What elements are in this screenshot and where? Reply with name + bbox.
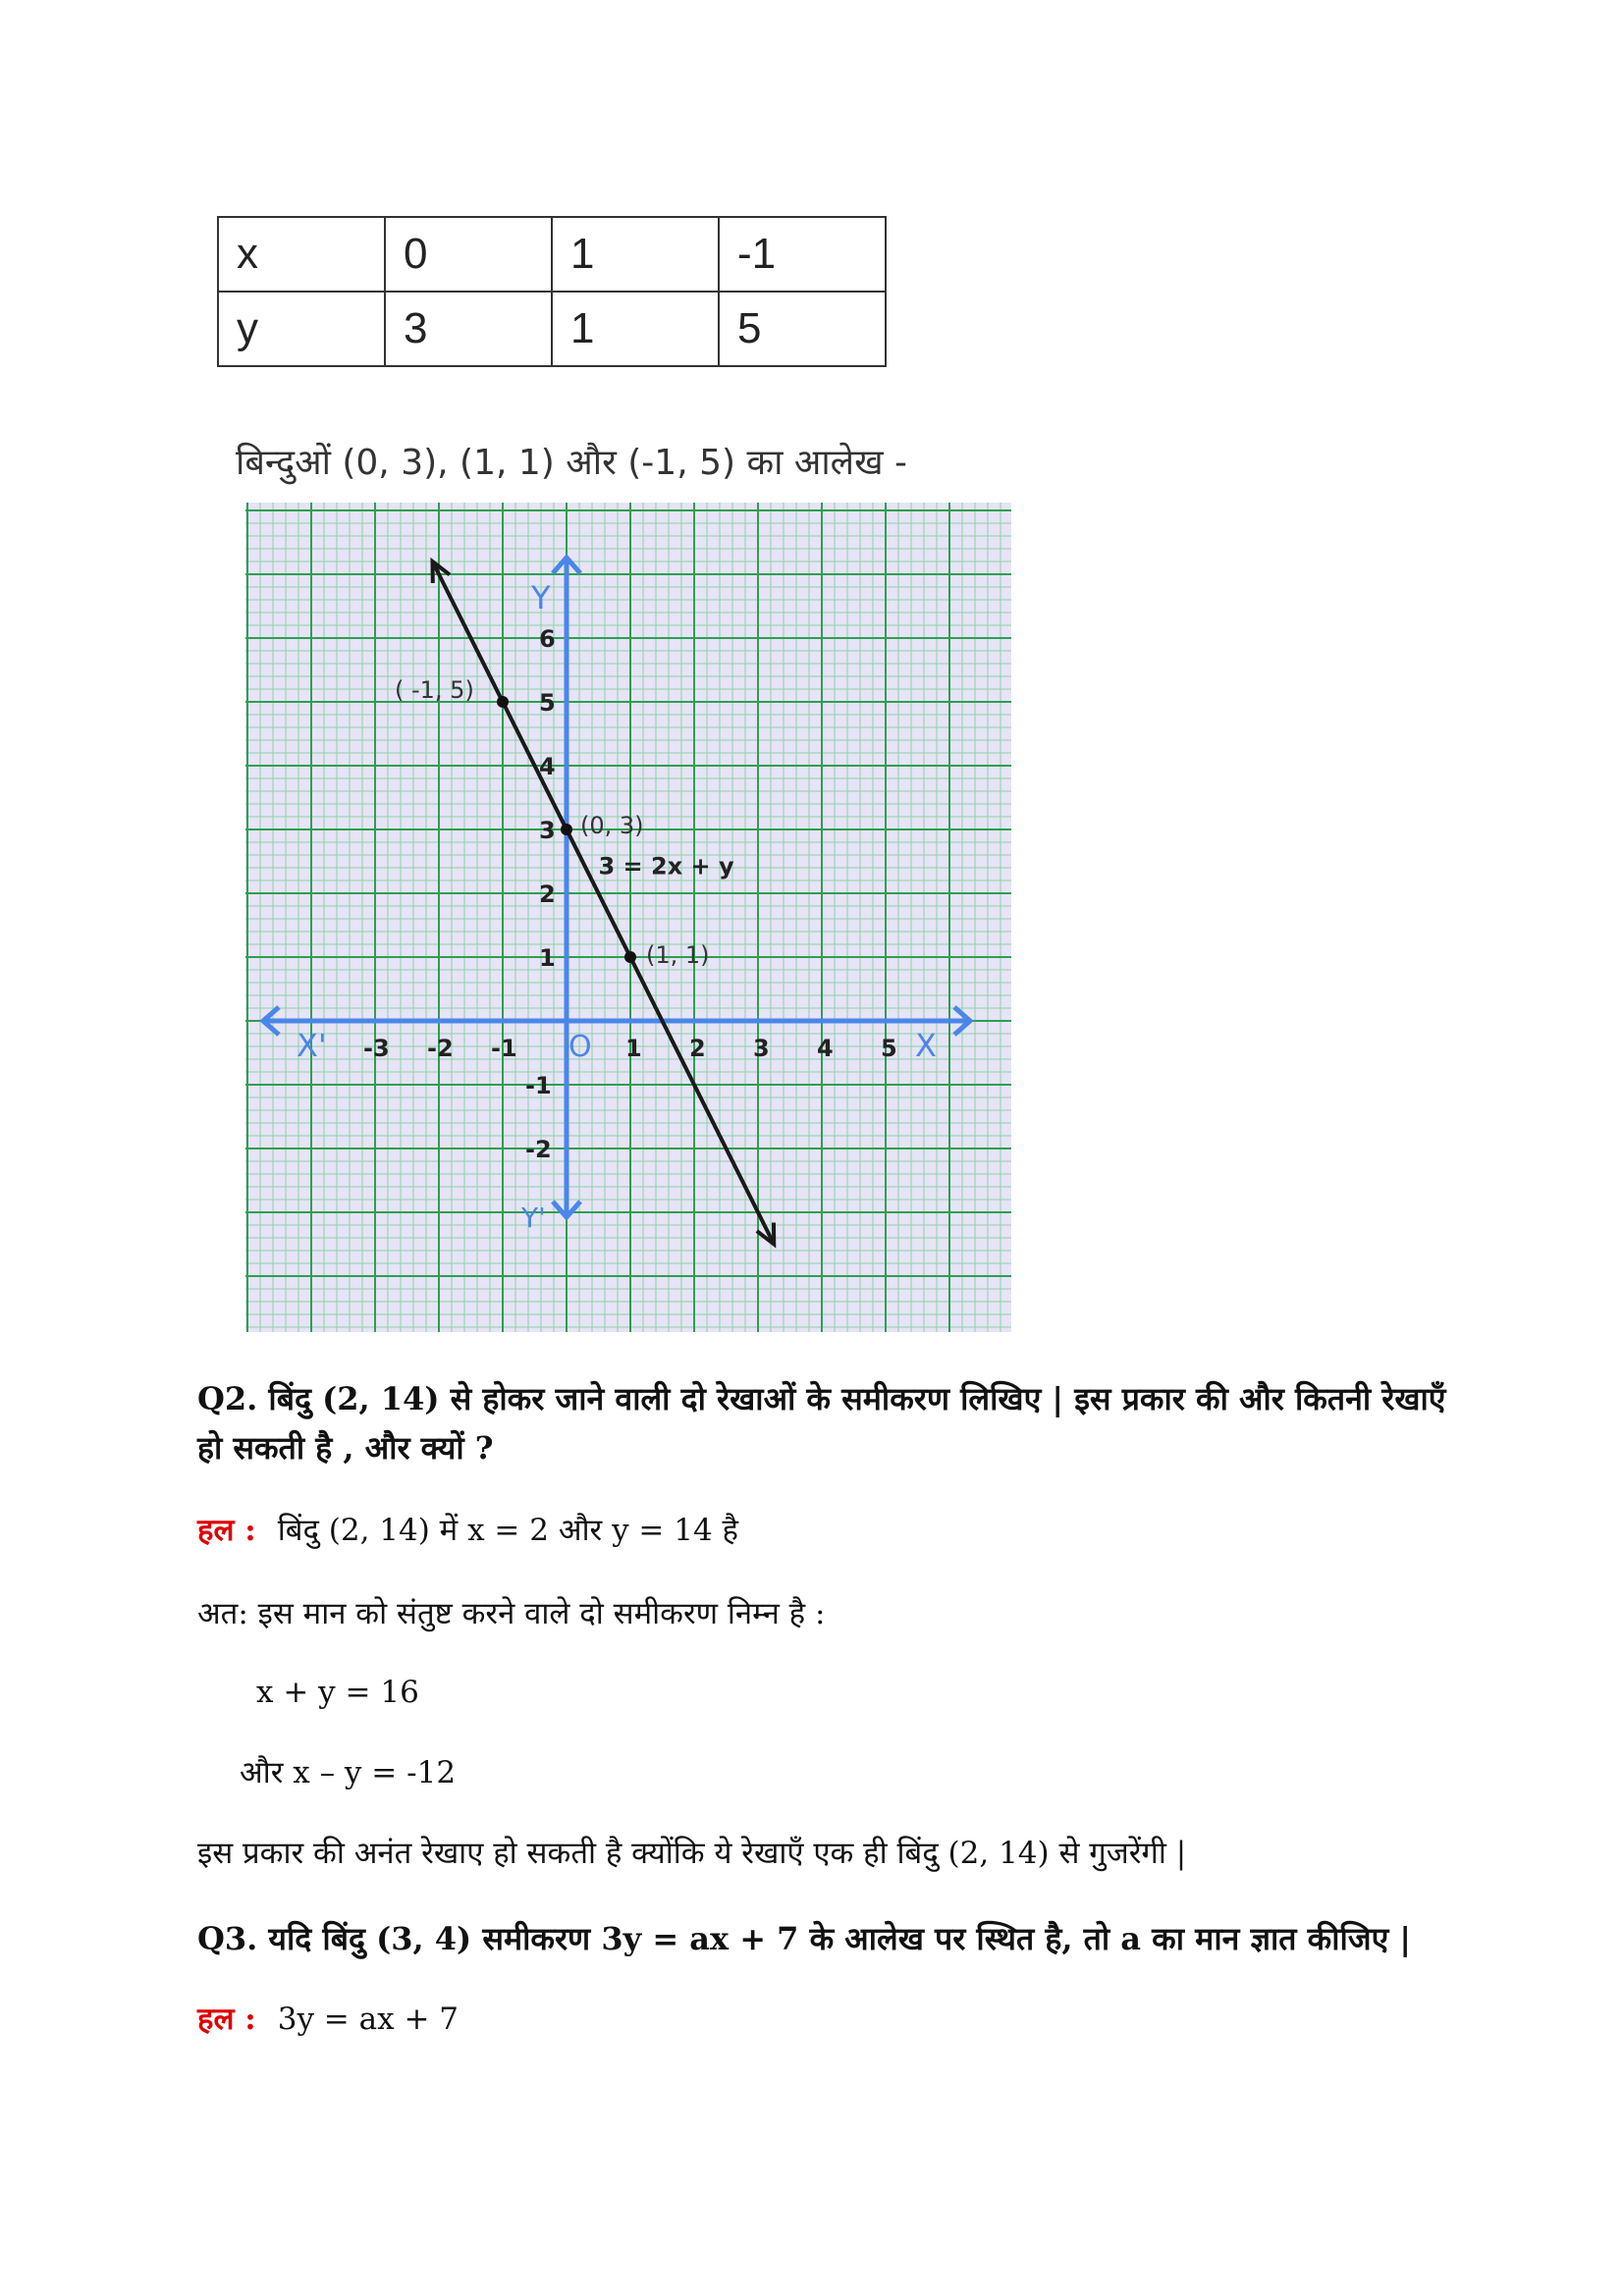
table-cell: x [218,217,385,292]
table-cell: y [218,292,385,366]
x-tick-label: 3 [753,1035,770,1062]
solution-text: बिंदु (2, 14) में x = 2 और y = 14 है [277,1513,739,1548]
y-axis-neg-label: Y' [521,1201,546,1234]
question-2: Q2. बिंदु (2, 14) से होकर जाने वाली दो रेखाओं के समीकरण लिखिए | इस प्रकार की और कितनी रेखाएँ हो सकती है , और क्यों ? [197,1380,1446,1467]
q2-equation-2: और x – y = -12 [240,1755,457,1790]
table-cell: 5 [719,292,886,366]
y-tick-label: 5 [539,689,556,717]
equation-label: 3 = 2x + y [598,852,734,881]
y-tick-label: 2 [539,881,556,908]
q2-solution-line-2: अत: इस मान को संतुष्ट करने वाले दो समीकरण निम्न है : [197,1596,826,1631]
y-tick-label: 3 [539,817,556,844]
x-tick-label: -2 [427,1035,454,1062]
graph-caption: बिन्दुओं (0, 3), (1, 1) और (-1, 5) का आलेख - [236,443,907,483]
x-axis-label: X [915,1027,937,1064]
x-tick-label: -3 [363,1035,390,1062]
xy-value-table [217,216,887,367]
solution-label: हल : [197,2002,256,2037]
table-row [218,217,886,292]
graph-container [245,503,1011,1336]
point-label: ( -1, 5) [395,676,474,704]
graph-paper [245,503,1011,1332]
table-row [218,292,886,366]
x-tick-label: 1 [625,1035,642,1062]
solution-text: 3y = ax + 7 [277,2002,460,2037]
y-tick-label: -2 [525,1136,552,1163]
data-point [497,696,509,708]
origin-label: O [568,1030,592,1064]
y-tick-label: 6 [539,625,556,653]
table-cell: 1 [552,217,719,292]
table-cell: 0 [385,217,552,292]
q3-solution-line-1 [197,1998,459,2041]
data-point [561,824,572,835]
x-tick-label: -1 [491,1035,517,1062]
q2-conclusion: इस प्रकार की अनंत रेखाए हो सकती है क्योंकि ये रेखाएँ एक ही बिंदु (2, 14) से गुजरेंगी | [197,1836,1187,1871]
point-label: (0, 3) [580,812,644,839]
x-tick-label: 5 [881,1035,897,1062]
linear-equation-graph [245,503,1011,1332]
y-tick-label: 1 [539,944,556,972]
data-point [624,951,636,963]
table-cell: 3 [385,292,552,366]
x-tick-label: 2 [689,1035,706,1062]
point-label: (1, 1) [646,941,710,969]
question-3: Q3. यदि बिंदु (3, 4) समीकरण 3y = ax + 7 के आलेख पर स्थित है, तो a का मान ज्ञात कीजिए | [197,1920,1412,1957]
q2-solution-line-1 [197,1509,738,1552]
y-axis-label: Y [531,579,551,616]
table-cell: 1 [552,292,719,366]
y-tick-label: 4 [539,753,556,780]
table-cell: -1 [719,217,886,292]
x-tick-label: 4 [817,1035,834,1062]
y-tick-label: -1 [525,1072,552,1099]
q2-equation-1: x + y = 16 [256,1675,419,1710]
x-axis-neg-label: X' [297,1027,327,1064]
solution-label: हल : [197,1513,256,1548]
